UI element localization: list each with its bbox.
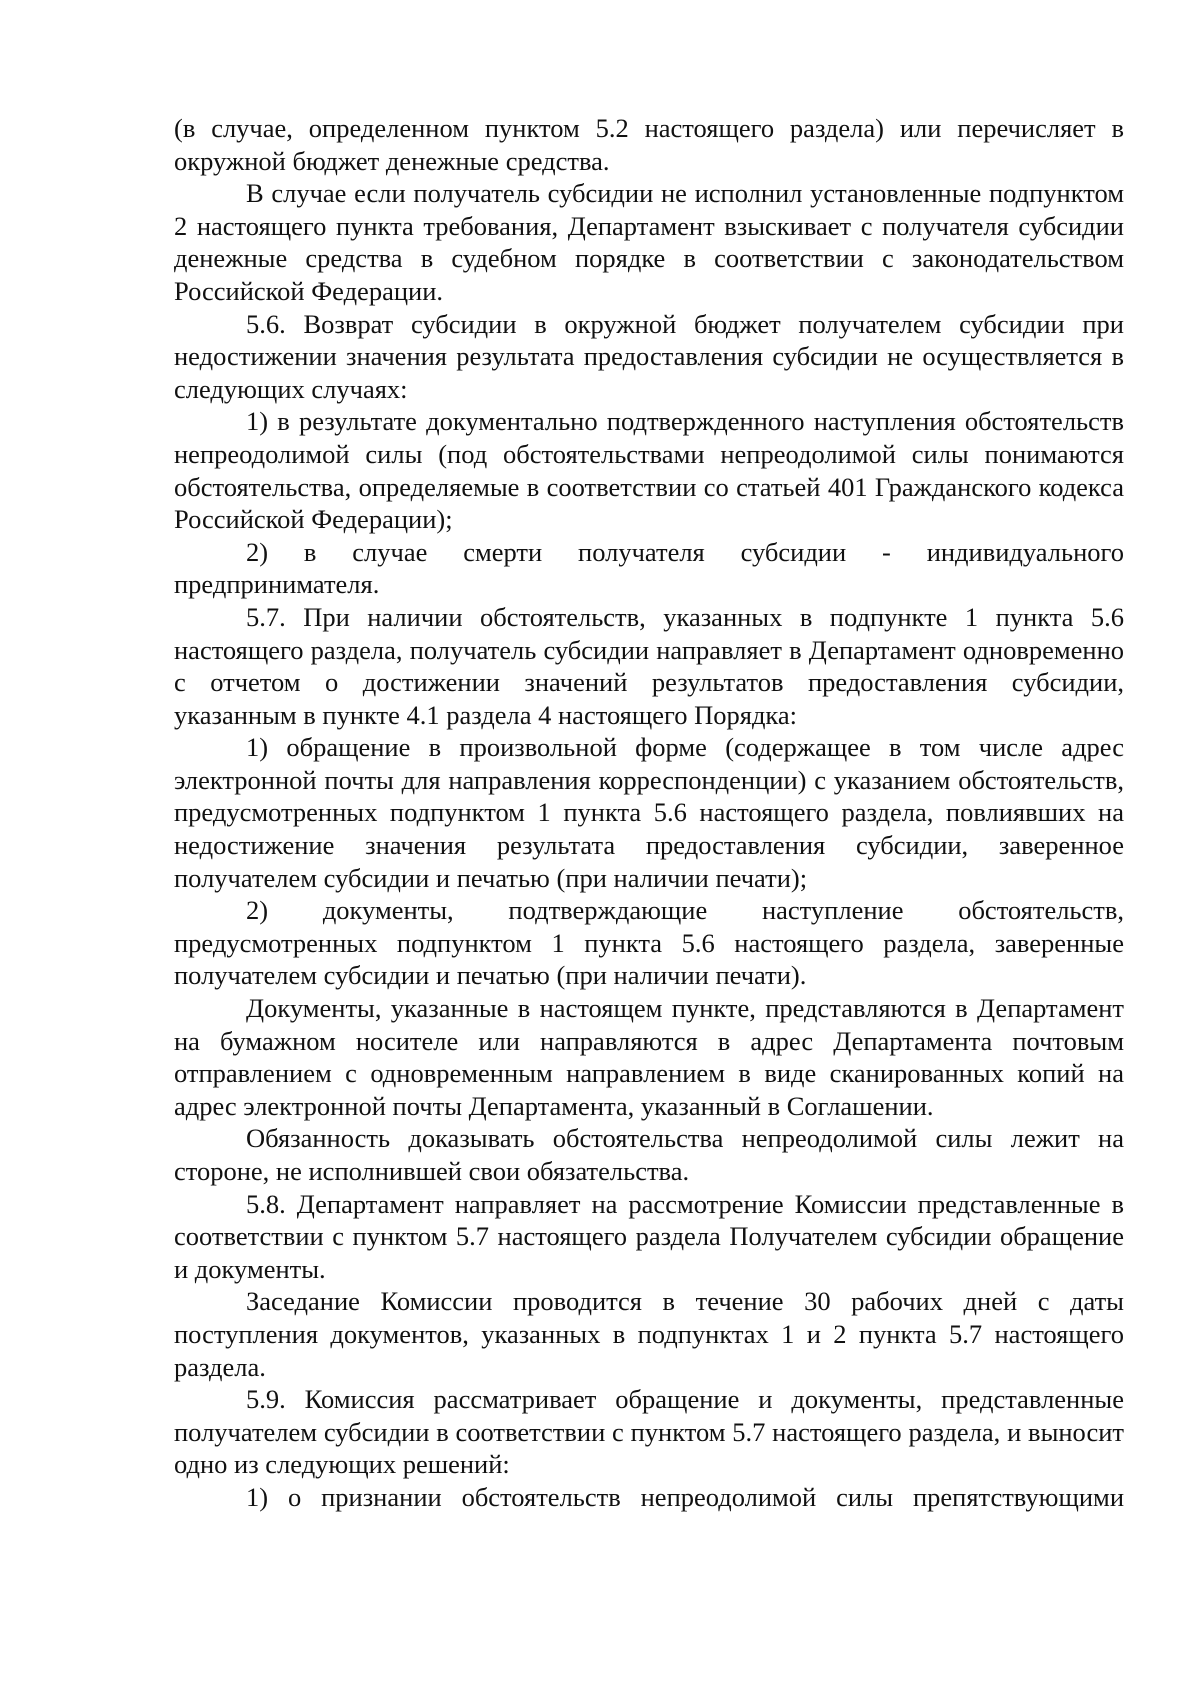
- paragraph-5-9-item-1: 1) о признании обстоятельств непреодолимой силы препятствующими: [246, 1481, 1124, 1512]
- paragraph-burden-of-proof: Обязанность доказывать обстоятельства непреодолимой силы лежит на стороне, не исполнившей свои обязательства.: [174, 1123, 1124, 1186]
- paragraph-continuation: (в случае, определенном пунктом 5.2 настоящего раздела) или перечисляет в окружной бюджет денежные средства.: [174, 113, 1124, 176]
- paragraph-5-8: 5.8. Департамент направляет на рассмотрение Комиссии представленные в соответствии с пунктом 5.7 настоящего раздела Получателем субсидии обращение и документы.: [174, 1188, 1124, 1284]
- paragraph-5-6: 5.6. Возврат субсидии в окружной бюджет получателем субсидии при недостижении значения результата предоставления субсидии не осуществляется в следующих случаях:: [174, 308, 1124, 404]
- paragraph-commission-meeting: Заседание Комиссии проводится в течение 30 рабочих дней с даты поступления документов, указанных в подпунктах 1 и 2 пункта 5.7 настоящего раздела.: [174, 1286, 1124, 1382]
- paragraph-5-6-item-2: 2) в случае смерти получателя субсидии - индивидуального предпринимателя.: [174, 536, 1124, 600]
- paragraph-5-9: 5.9. Комиссия рассматривает обращение и документы, представленные получателем субсидии в соответствии с пунктом 5.7 настоящего раздела, и выносит одно из следующих решений:: [174, 1384, 1124, 1480]
- paragraph-5-6-item-1: 1) в результате документально подтвержденного наступления обстоятельств непреодолимой силы (под обстоятельствами непреодолимой силы понимаются обстоятельства, определяемые в соответствии со статьей 401 Гражданского кодекса Российской Федерации);: [174, 406, 1124, 535]
- paragraph-documents-submission: Документы, указанные в настоящем пункте, представляются в Департамент на бумажном носителе или направляются в адрес Департамента почтовым отправлением с одновременным направлением в виде сканированных копий на адрес электронной почты Департамента, указанный в Соглашении.: [174, 993, 1124, 1121]
- document-page: [174, 112, 1124, 1514]
- paragraph-5-7: 5.7. При наличии обстоятельств, указанных в подпункте 1 пункта 5.6 настоящего раздела, получатель субсидии направляет в Департамент одновременно с отчетом о достижении значений результатов предоставления субсидии, указанным в пункте 4.1 раздела 4 настоящего Порядка:: [174, 601, 1124, 730]
- paragraph-5-7-item-1: 1) обращение в произвольной форме (содержащее в том числе адрес электронной почты для направления корреспонденции) с указанием обстоятельств, предусмотренных подпунктом 1 пункта 5.6 настоящего раздела, повлиявших на недостижение значения результата предоставления субсидии, заверенное получателем субсидии и печатью (при наличии печати);: [174, 732, 1124, 893]
- paragraph-5-7-item-2: 2) документы, подтверждающие наступление обстоятельств, предусмотренных подпунктом 1 пункта 5.6 настоящего раздела, заверенные получателем субсидии и печатью (при наличии печати).: [174, 895, 1124, 991]
- paragraph-recovery-in-court: В случае если получатель субсидии не исполнил установленные подпунктом 2 настоящего пункта требования, Департамент взыскивает с получателя субсидии денежные средства в судебном порядке в соответствии с законодательством Российской Федерации.: [174, 178, 1124, 306]
